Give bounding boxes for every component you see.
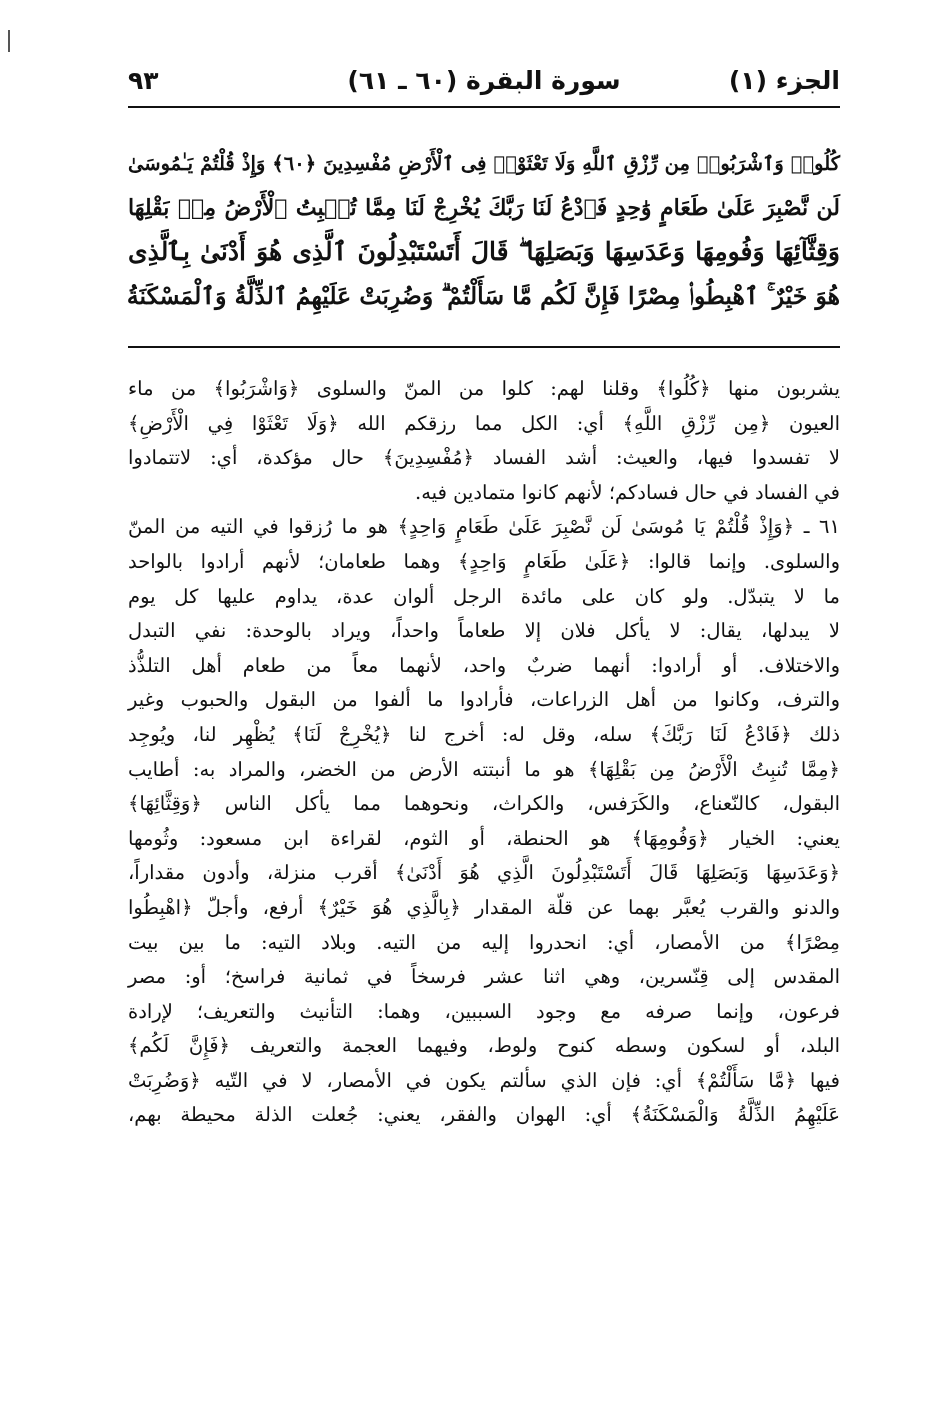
commentary-line: والدنو والقرب يُعبَّر بهما عن قلّة المقدار ﴿بِالَّذِي هُوَ خَيْرٌ﴾ أرفع، وأجلّ ﴿اهْبِطُوا xyxy=(128,895,840,919)
commentary-line: البلد، أو لسكون وسطه كنوح ولوط، وفيهما العجمة والتعريف ﴿فَإِنَّ لَكُم﴾ xyxy=(128,1034,840,1058)
surah-title: سورة البقرة (٦٠ ـ ٦١) xyxy=(347,66,621,95)
commentary-line: يشربون منها ﴿كُلُوا﴾ وقلنا لهم: كلوا من المنّ والسلوى ﴿وَاشْرَبُوا﴾ من ماء xyxy=(128,377,840,400)
commentary-line: فرعون، وإنما صرفه مع وجود السببين، وهما: التأنيث والتعريف؛ لإرادة xyxy=(128,999,840,1023)
commentary-line: ﴿مِمَّا تُنبِتُ الْأَرْضُ مِن بَقْلِهَا﴾ هو ما أنبتته الأرض من الخضر، والمراد به: أطايب xyxy=(128,757,840,781)
commentary-line: والاختلاف. أو أرادوا: أنهما ضربٌ واحد، لأنهما معاً من طعام أهل التلذُّذ xyxy=(128,653,840,677)
commentary-text xyxy=(128,372,840,1133)
commentary-line: في الفساد في حال فسادكم؛ لأنهم كانوا متمادين فيه. xyxy=(415,480,840,504)
commentary-line: ٦١ ـ ﴿وَإِذْ قُلْتُمْ يَا مُوسَىٰ لَن نَّصْبِرَ عَلَىٰ طَعَامٍ وَاحِدٍ﴾ هو ما رُزقوا في التيه من المنّ xyxy=(128,515,840,539)
page-header xyxy=(128,62,840,102)
juz-label: الجزء (١) xyxy=(728,66,840,95)
commentary-line: عَلَيْهِمُ الذِّلَّةُ وَالْمَسْكَنَةُ﴾ أي: الهوان والفقر، يعني: جُعلت الذلة محيطة بهم، xyxy=(128,1103,840,1127)
commentary-line: فيها ﴿مَّا سَأَلْتُمْ﴾ أي: فإن الذي سألتم يكون في الأمصار، لا في التّيه ﴿وَضُرِبَتْ xyxy=(128,1068,840,1092)
commentary-line: لا يبدلها، يقال: لا يأكل فلان إلا طعاماً واحداً، ويراد بالوحدة: نفي التبدل xyxy=(128,619,840,643)
commentary-line: المقدس إلى قِنّسرين، وهي اثنا عشر فرسخاً في ثمانية فراسخ؛ أو: مصر xyxy=(128,965,840,989)
verse-line: هُوَ خَيْرٌ ۚ ٱهْبِطُوا۟ مِصْرًا فَإِنَّ لَكُم مَّا سَأَلْتُمْ ۗ وَضُرِبَتْ عَلَيْهِمُ ٱلذِّلَّةُ وَٱلْمَسْكَنَةُ xyxy=(126,282,840,310)
commentary-line: مِصْرًا﴾ من الأمصار، أي: انحدروا إليه من التيه. وبلاد التيه: ما بين بيت xyxy=(128,930,840,954)
commentary-line: يعني: الخيار ﴿وَفُومِهَا﴾ هو الحنطة، أو الثوم، لقراءة ابن مسعود: وثُومها xyxy=(128,826,840,850)
commentary-line: والسلوى. وإنما قالوا: ﴿عَلَىٰ طَعَامٍ وَاحِدٍ﴾ وهما طعامان؛ لأنهم أرادوا بالواحد xyxy=(128,549,840,573)
verse-line: لَن نَّصْبِرَ عَلَىٰ طَعَامٍ وَٰحِدٍ فَٱدْعُ لَنَا رَبَّكَ يُخْرِجْ لَنَا مِمَّا تُنۢبِتُ ٱلْأَرْضُ مِنۢ بَقْلِهَا xyxy=(128,195,840,221)
commentary-line: العيون ﴿مِن رِّزْقِ اللَّهِ﴾ أي: الكل مما رزقكم الله ﴿وَلَا تَعْثَوْا فِي الْأَرْضِ﴾ xyxy=(128,411,840,435)
commentary-line: ذلك ﴿فَادْعُ لَنَا رَبَّكَ﴾ سله، وقل له: أخرج لنا ﴿يُخْرِجْ لَنَا﴾ يُظْهِر لنا، ويُوجِد xyxy=(128,722,840,746)
commentary-line: ما لا يتبدّل. ولو كان على مائدة الرجل ألوان عدة، يداوم عليها كل يوم xyxy=(128,584,840,608)
quran-verses xyxy=(128,142,840,318)
commentary-line: لا تفسدوا فيها، والعيث: أشد الفساد ﴿مُفْسِدِينَ﴾ حال مؤكدة، أي: لاتتمادوا xyxy=(128,446,840,470)
verse-separator-rule xyxy=(128,346,840,348)
commentary-line: البقول، كالنّعناع، والكَرَفس، والكراث، ونحوهما مما يأكل الناس ﴿وَقِثَّائِهَا﴾ xyxy=(128,792,840,816)
header-rule xyxy=(128,106,840,108)
verse-line: وَقِثَّآئِهَا وَفُومِهَا وَعَدَسِهَا وَبَصَلِهَا ۖ قَالَ أَتَسْتَبْدِلُونَ ٱلَّذِى هُوَ أَدْنَىٰ بِٱلَّذِى xyxy=(128,237,840,266)
commentary-line: والترف، وكانوا من أهل الزراعات، فأرادوا ما ألفوا من البقول والحبوب وغير xyxy=(128,688,840,712)
margin-mark xyxy=(8,30,10,52)
page-number: ٩٣ xyxy=(128,66,159,95)
commentary-line: ﴿وَعَدَسِهَا وَبَصَلِهَا قَالَ أَتَسْتَبْدِلُونَ الَّذِي هُوَ أَدْنَىٰ﴾ أقرب منزلة، وأدون مقداراً، xyxy=(128,861,840,885)
verse-line: كُلُوا۟ وَٱشْرَبُوا۟ مِن رِّزْقِ ٱللَّهِ وَلَا تَعْثَوْا۟ فِى ٱلْأَرْضِ مُفْسِدِينَ ﴿٦٠﴾ وَإِذْ قُلْتُمْ يَـٰمُوسَىٰ xyxy=(128,152,840,175)
